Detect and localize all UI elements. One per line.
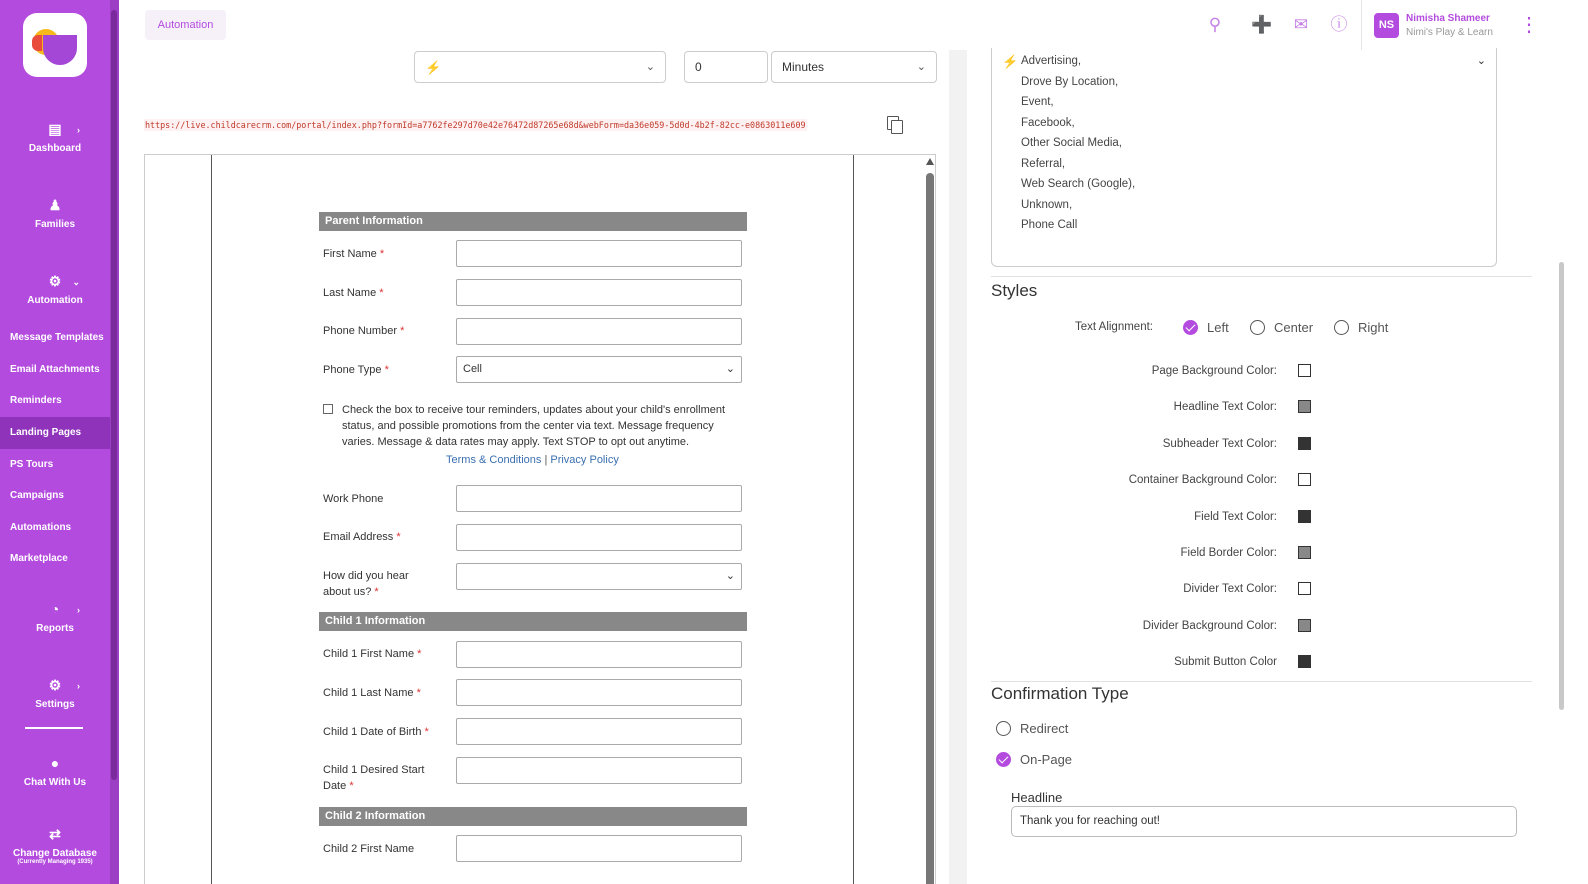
families-icon: ♟ xyxy=(48,197,62,213)
child1-dob-input[interactable] xyxy=(456,718,742,745)
required-mark: * xyxy=(416,687,421,699)
pane-divider xyxy=(949,50,967,884)
color-swatch[interactable] xyxy=(1298,655,1311,668)
color-label: Submit Button Color xyxy=(1174,656,1277,668)
reports-icon: ◔ xyxy=(50,601,60,617)
user-name[interactable]: Nimisha Shameer xyxy=(1406,13,1490,24)
color-label: Container Background Color: xyxy=(1128,474,1277,486)
container-background-color-row xyxy=(991,473,1311,487)
text-alignment-label: Text Alignment: xyxy=(1075,321,1153,333)
color-swatch[interactable] xyxy=(1298,510,1311,523)
color-swatch[interactable] xyxy=(1298,437,1311,450)
headline-text-color-row xyxy=(991,400,1311,414)
sms-consent-checkbox[interactable] xyxy=(323,404,333,414)
chevron-right-icon: › xyxy=(77,681,80,691)
last-name-input[interactable] xyxy=(456,279,742,306)
delay-amount-input[interactable]: 0 xyxy=(684,51,768,83)
sidebar-item-change-database[interactable] xyxy=(0,826,110,866)
delay-unit-select[interactable] xyxy=(771,51,937,83)
chevron-down-icon: ⌄ xyxy=(725,363,735,375)
sidebar-item-automation[interactable] xyxy=(0,273,110,306)
sidebar-subitem-marketplace[interactable] xyxy=(0,543,110,575)
list-item: Advertising, xyxy=(1021,55,1082,67)
sidebar-subitem-ps-tours[interactable] xyxy=(0,449,110,481)
chevron-down-icon: ⌄ xyxy=(916,61,926,73)
child1-first-name-label xyxy=(323,646,453,662)
color-swatch[interactable] xyxy=(1298,582,1311,595)
preview-scrollbar[interactable] xyxy=(923,155,936,884)
divider xyxy=(991,276,1532,277)
settings-pane xyxy=(967,50,1588,884)
sidebar-item-label: Families xyxy=(34,219,76,230)
work-phone-input[interactable] xyxy=(456,485,742,512)
label-text: Last Name xyxy=(323,287,377,299)
sidebar-subitem-label: PS Tours xyxy=(10,459,54,470)
sidebar-item-settings[interactable] xyxy=(0,677,110,710)
child1-dob-label xyxy=(323,724,453,740)
dashboard-icon: ▤ xyxy=(48,121,62,137)
page-background-color-row xyxy=(991,364,1311,378)
sidebar-subitem-email-attachments[interactable] xyxy=(0,354,110,386)
sidebar-item-families[interactable] xyxy=(0,197,110,230)
sidebar xyxy=(0,0,110,884)
required-mark: * xyxy=(379,248,385,260)
terms-link[interactable]: Terms & Conditions xyxy=(446,454,542,466)
color-label: Subheader Text Color: xyxy=(1162,438,1277,450)
label-text: Work Phone xyxy=(323,493,384,505)
sidebar-subitem-automations[interactable] xyxy=(0,512,110,544)
radio-checked-icon xyxy=(1183,320,1198,335)
privacy-link[interactable]: Privacy Policy xyxy=(550,454,619,466)
headline-label: Headline xyxy=(1011,790,1063,805)
label-text: about us? xyxy=(323,586,372,598)
swap-icon: ⇄ xyxy=(49,826,61,842)
list-item: Referral, xyxy=(1021,157,1066,170)
sidebar-subitem-landing-pages[interactable] xyxy=(0,417,110,449)
list-item: Phone Call xyxy=(1021,219,1078,231)
label-text: How did you hear xyxy=(323,570,409,582)
sidebar-subitem-reminders[interactable] xyxy=(0,385,110,417)
radio-unchecked-icon xyxy=(1250,320,1265,335)
field-border-color-row xyxy=(991,546,1311,560)
sidebar-item-label: Reports xyxy=(36,623,74,634)
work-phone-label xyxy=(323,491,453,507)
label-text: Email Address xyxy=(323,531,394,543)
list-item: Facebook, xyxy=(1021,116,1075,129)
list-item: Web Search (Google), xyxy=(1021,178,1136,190)
radio-checked-icon xyxy=(996,752,1011,767)
label-text: Child 1 Desired Start xyxy=(323,764,425,776)
lead-source-select[interactable] xyxy=(456,563,742,590)
chevron-right-icon: › xyxy=(77,605,80,615)
radio-label: On-Page xyxy=(1020,752,1073,767)
child1-first-name-input[interactable] xyxy=(456,641,742,668)
sidebar-subitem-label: Landing Pages xyxy=(10,427,82,438)
settings-scrollbar[interactable] xyxy=(1557,50,1565,884)
sidebar-item-chat[interactable] xyxy=(0,755,110,788)
color-label: Page Background Color: xyxy=(1151,365,1277,377)
required-mark: * xyxy=(374,586,379,598)
settings-icon: ⚙ xyxy=(48,677,62,693)
child2-first-name-input[interactable] xyxy=(456,835,742,862)
trigger-select[interactable] xyxy=(414,51,666,83)
color-swatch[interactable] xyxy=(1298,473,1311,486)
sms-consent xyxy=(323,402,743,450)
sidebar-subitem-campaigns[interactable] xyxy=(0,480,110,512)
chat-icon: ● xyxy=(50,755,60,771)
copy-icon[interactable] xyxy=(887,116,905,136)
first-name-input[interactable] xyxy=(456,240,742,267)
phone-type-select[interactable] xyxy=(456,356,742,383)
required-mark: * xyxy=(379,287,384,299)
color-label: Field Text Color: xyxy=(1194,511,1277,523)
sidebar-item-reports[interactable] xyxy=(0,601,110,634)
more-options-icon[interactable]: ⋮ xyxy=(1519,14,1539,36)
sidebar-subitem-label: Marketplace xyxy=(10,553,68,564)
child1-last-name-input[interactable] xyxy=(456,679,742,706)
chevron-down-icon: ⌄ xyxy=(645,61,655,73)
form-preview-pane xyxy=(119,50,949,884)
topbar-divider xyxy=(1361,0,1362,50)
label-text: Child 2 First Name xyxy=(323,843,415,855)
form-url[interactable]: https://live.childcarecrm.com/portal/index.php?formId=a7762fe297d70e42e76472d87265e68d&webForm=da36e059-5d0d-4b2f-82cc-e0863011e609 xyxy=(145,120,806,130)
label-text: Child 1 Last Name xyxy=(323,687,414,699)
delay-unit-value: Minutes xyxy=(782,60,825,74)
sms-consent-text: Check the box to receive tour reminders, updates about your child's enrollment status, and possible promotions from the center via text. Message frequency varies. Message & data rates may apply. Text STOP to opt out anytime. xyxy=(342,404,726,448)
sidebar-subitem-label: Automations xyxy=(10,522,72,533)
lightning-icon: ⚡ xyxy=(425,60,442,75)
list-item: Other Social Media, xyxy=(1021,137,1122,149)
email-input[interactable] xyxy=(456,524,742,551)
child1-start-date-label xyxy=(323,762,453,794)
required-mark: * xyxy=(396,531,401,543)
color-label: Headline Text Color: xyxy=(1173,401,1277,413)
label-text: Phone Number xyxy=(323,325,397,337)
chevron-down-icon: ⌄ xyxy=(725,570,735,582)
child2-first-name-label xyxy=(323,841,453,857)
section-parent-information: Parent Information xyxy=(319,212,747,231)
lead-source-list xyxy=(1021,51,1135,236)
topbar xyxy=(119,0,1588,50)
divider-background-color-row xyxy=(991,619,1311,633)
messages-icon[interactable]: ✉ xyxy=(1293,15,1309,34)
sidebar-subitem-label: Message Templates xyxy=(10,332,104,343)
list-item: Event, xyxy=(1021,96,1054,108)
required-mark: * xyxy=(349,780,354,792)
sidebar-item-label: Dashboard xyxy=(28,143,82,154)
phone-number-input[interactable] xyxy=(456,318,742,345)
radio-label: Right xyxy=(1358,320,1389,335)
label-text: Phone Type xyxy=(323,364,382,376)
headline-input[interactable]: Thank you for reaching out! xyxy=(1011,806,1517,837)
phone-type-value: Cell xyxy=(463,363,482,375)
app-logo[interactable] xyxy=(23,13,87,77)
phone-type-label xyxy=(323,362,453,378)
styles-heading: Styles xyxy=(991,281,1038,300)
radio-label: Redirect xyxy=(1020,721,1069,736)
divider-text-color-row xyxy=(991,582,1311,596)
avatar[interactable]: NS xyxy=(1374,13,1399,38)
add-icon[interactable]: ➕ xyxy=(1251,15,1273,34)
legal-links xyxy=(446,454,619,466)
radio-label: Left xyxy=(1207,320,1229,335)
label-text: Date xyxy=(323,780,347,792)
sidebar-subitem-label: Email Attachments xyxy=(10,364,100,375)
lead-source-options-select[interactable] xyxy=(991,48,1497,267)
sidebar-divider xyxy=(25,727,83,729)
list-item: Drove By Location, xyxy=(1021,75,1119,88)
lead-source-label xyxy=(323,568,453,600)
automation-icon: ⚙ xyxy=(48,273,62,289)
info-icon[interactable]: ⓘ xyxy=(1330,15,1348,34)
sidebar-subitem-label: Campaigns xyxy=(10,490,64,501)
color-swatch[interactable] xyxy=(1298,619,1311,632)
lightning-icon: ⚡ xyxy=(1002,54,1019,69)
breadcrumb[interactable]: Automation xyxy=(145,10,226,40)
color-label: Field Border Color: xyxy=(1180,547,1277,559)
sidebar-item-label: Change Database xyxy=(13,848,97,859)
sidebar-subitem-label: Reminders xyxy=(10,395,62,406)
sidebar-item-label: Chat With Us xyxy=(23,777,87,788)
sidebar-item-dashboard[interactable] xyxy=(0,121,110,154)
chevron-down-icon: ⌄ xyxy=(1476,55,1486,67)
form-document xyxy=(211,155,854,884)
confirmation-type-heading: Confirmation Type xyxy=(991,684,1129,703)
child1-last-name-label xyxy=(323,685,453,701)
child1-start-date-input[interactable] xyxy=(456,757,742,784)
chevron-down-icon: ⌄ xyxy=(72,277,80,287)
chevron-right-icon: › xyxy=(77,125,80,135)
required-mark: * xyxy=(400,325,405,337)
field-text-color-row xyxy=(991,510,1311,524)
section-child-1-information: Child 1 Information xyxy=(319,612,747,631)
list-item: Unknown, xyxy=(1021,198,1073,211)
sidebar-scrollbar[interactable] xyxy=(110,0,119,884)
radio-unchecked-icon xyxy=(996,721,1011,736)
user-organization: Nimi's Play & Learn xyxy=(1406,27,1493,38)
search-icon[interactable]: ⚲ xyxy=(1208,15,1222,34)
label-text: First Name xyxy=(323,248,377,260)
sidebar-item-label: Settings xyxy=(35,699,75,710)
color-swatch[interactable] xyxy=(1298,364,1311,377)
phone-number-label xyxy=(323,323,453,339)
radio-unchecked-icon xyxy=(1334,320,1349,335)
section-child-2-information: Child 2 Information xyxy=(319,807,747,826)
label-text: Child 1 Date of Birth xyxy=(323,726,422,738)
required-mark: * xyxy=(424,726,429,738)
current-database-note: (Currently Managing 1935) xyxy=(17,859,93,865)
color-label: Divider Text Color: xyxy=(1183,583,1277,595)
email-label xyxy=(323,529,453,545)
color-swatch[interactable] xyxy=(1298,400,1311,413)
divider xyxy=(991,681,1532,682)
required-mark: * xyxy=(384,364,389,376)
link-separator: | xyxy=(544,454,548,466)
submit-button-color-row xyxy=(991,655,1311,669)
subheader-text-color-row xyxy=(991,437,1311,451)
first-name-label xyxy=(323,246,453,262)
required-mark: * xyxy=(417,648,422,660)
label-text: Child 1 First Name xyxy=(323,648,415,660)
form-preview-frame[interactable] xyxy=(144,154,936,884)
radio-label: Center xyxy=(1274,320,1314,335)
sidebar-subitem-message-templates[interactable] xyxy=(0,322,110,354)
color-swatch[interactable] xyxy=(1298,546,1311,559)
last-name-label xyxy=(323,285,453,301)
sidebar-item-label: Automation xyxy=(27,295,83,306)
color-label: Divider Background Color: xyxy=(1142,620,1277,632)
